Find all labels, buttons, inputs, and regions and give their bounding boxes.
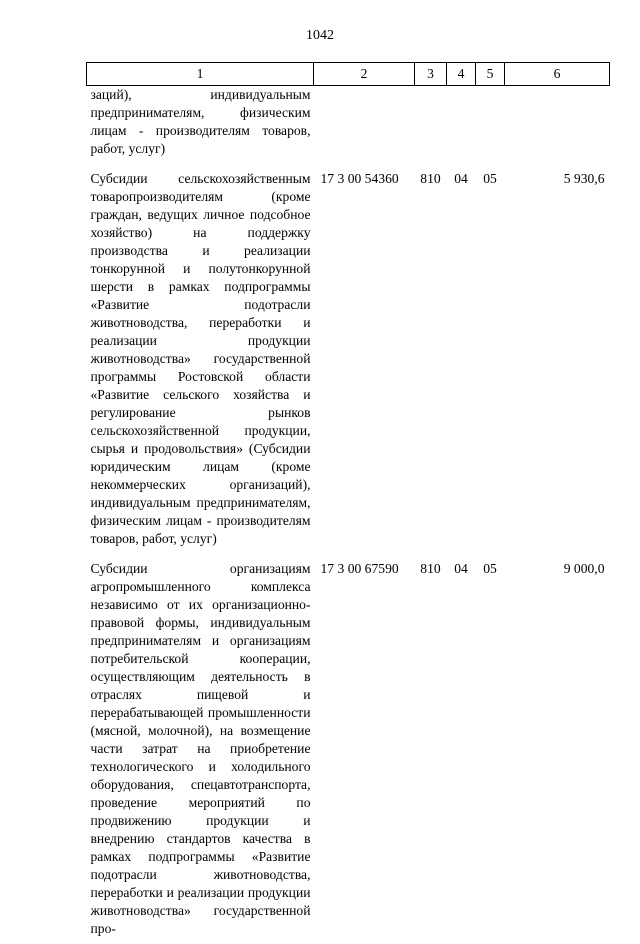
row-amount: 5 930,6 [505, 164, 610, 554]
row-expense-type: 810 [415, 554, 447, 944]
row-section: 04 [447, 164, 476, 554]
row-description: Субсидии сельскохозяйственным товаропроизводителям (кроме граждан, ведущих личное подсобное хозяйство) на поддержку производства и реализации тонкорунной и полутонкорунной шерсти в рамках подпрограммы «Развитие подотрасли животноводства, переработки и реализации продукции животноводства» государственной программы Ростовской области «Развитие сельского хозяйства и регулирование рынков сельскохозяйственной продукции, сырья и продовольствия» (Субсидии юридическим лицам (кроме некоммерческих организаций), индивидуальным предпринимателям, физическим лицам - производителям товаров, работ, услуг) [87, 164, 314, 554]
table-row [87, 164, 610, 554]
budget-table [86, 62, 610, 944]
continuation-text: заций), индивидуальным предпринимателям, физическим лицам - производителям товаров, работ, услуг) [87, 86, 314, 165]
header-col-4: 4 [447, 63, 476, 86]
empty-cell [476, 86, 505, 165]
row-subsection: 05 [476, 554, 505, 944]
row-description: Субсидии организациям агропромышленного комплекса независимо от их организационно-правовой формы, индивидуальным предпринимателям и организациям потребительской кооперации, осуществляющим деятельность в отраслях пищевой и перерабатывающей промышленности (мясной, молочной), на возмещение части затрат на приобретение технологического и холодильного оборудования, спецавтотранспорта, проведение мероприятий по продвижению продукции и внедрению стандартов качества в рамках подпрограммы «Развитие подотрасли животноводства, переработки и реализации продукции животноводства» государственной про- [87, 554, 314, 944]
table-row-continuation [87, 86, 610, 165]
header-row [87, 63, 610, 86]
row-target-code: 17 3 00 67590 [314, 554, 415, 944]
table-row [87, 554, 610, 944]
header-col-3: 3 [415, 63, 447, 86]
row-amount: 9 000,0 [505, 554, 610, 944]
table-body [87, 86, 610, 944]
empty-cell [415, 86, 447, 165]
empty-cell [505, 86, 610, 165]
row-section: 04 [447, 554, 476, 944]
header-col-2: 2 [314, 63, 415, 86]
row-expense-type: 810 [415, 164, 447, 554]
table-header [87, 63, 610, 86]
row-subsection: 05 [476, 164, 505, 554]
empty-cell [447, 86, 476, 165]
page-number: 1042 [0, 28, 640, 44]
header-col-5: 5 [476, 63, 505, 86]
empty-cell [314, 86, 415, 165]
header-col-1: 1 [87, 63, 314, 86]
row-target-code: 17 3 00 54360 [314, 164, 415, 554]
header-col-6: 6 [505, 63, 610, 86]
